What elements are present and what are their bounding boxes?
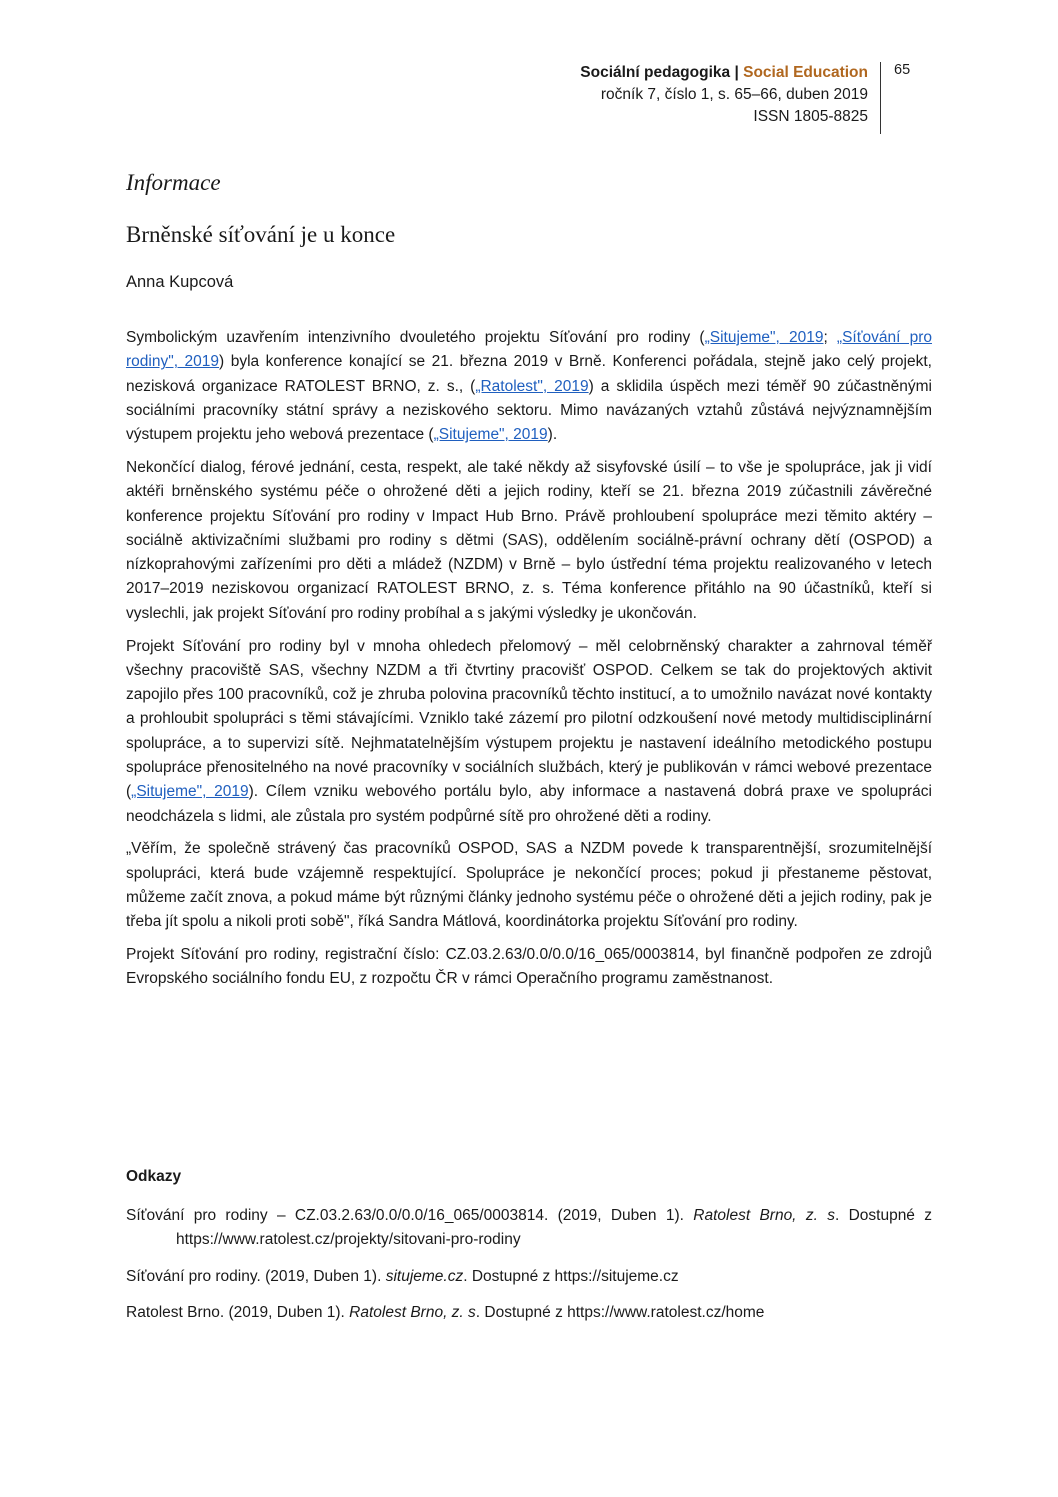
paragraph-4: „Věřím, že společně strávený čas pracovníků OSPOD, SAS a NZDM povede k transparentnější, srozumitelnější spolupráci, která bude vzájemně respektující. Spolupráce je nekončící proces; pokud ji přestaneme pěstovat, můžeme začít znova, a pokud máme být různými články jednoho systému péče o ohrožené děti a jejich rodiny, pak je třeba jít spolu a nikoli proti sobě", říká Sandra Mátlová, koordinátorka projektu Síťování pro rodiny.: [126, 840, 932, 931]
reference-text: Síťování pro rodiny. (2019, Duben 1).: [126, 1267, 386, 1285]
journal-title-line: [580, 62, 868, 84]
journal-header: [580, 62, 868, 128]
reference-source: Ratolest Brno, z. s: [693, 1207, 835, 1224]
text-segment: ).: [547, 426, 558, 444]
citation-link[interactable]: „Situjeme", 2019: [704, 329, 824, 346]
reference-entry: [126, 1301, 932, 1325]
paragraph-1: [126, 326, 932, 447]
journal-name-en: Social Education: [743, 64, 868, 81]
reference-text: . Dostupné z https://www.ratolest.cz/home: [475, 1303, 765, 1321]
paragraph-3: [126, 635, 932, 829]
text-segment: ) a sklidila úspěch mezi téměř 90 zúčastněnými sociálními pracovníky státní správy a neziskového sektoru. Mimo navázaných vztahů zůstává nejvýznamnějším výstupem projektu jeho webová prezentace (: [126, 377, 932, 444]
citation-link[interactable]: „Situjeme", 2019: [131, 783, 249, 801]
article-title: Brněnské síťování je u konce: [126, 222, 396, 247]
author: Anna Kupcová: [126, 273, 234, 291]
reference-text: Ratolest Brno. (2019, Duben 1).: [126, 1303, 350, 1321]
reference-text: . Dostupné z https://www.ratolest.cz/projekty/sitovani-pro-rodiny: [176, 1207, 933, 1249]
text-segment: ;: [823, 329, 837, 346]
reference-text: . Dostupné z https://situjeme.cz: [463, 1267, 679, 1285]
text-segment: Symbolickým uzavřením intenzivního dvouletého projektu Síťování pro rodiny (: [126, 329, 705, 346]
references-list: [126, 1204, 932, 1337]
reference-entry: [126, 1204, 932, 1253]
reference-entry: [126, 1265, 932, 1289]
text-segment: ) byla konference konající se 21. března 2019 v Brně. Konferenci pořádala, stejně jako celý projekt, nezisková organizace RATOLEST BRNO, z. s., (: [126, 353, 932, 395]
citation-link[interactable]: „Situjeme", 2019: [433, 426, 548, 444]
references-heading: Odkazy: [126, 1168, 182, 1185]
reference-text: Síťování pro rodiny – CZ.03.2.63/0.0/0.0/16_065/0003814. (2019, Duben 1).: [126, 1207, 694, 1224]
reference-source: situjeme.cz: [385, 1267, 464, 1285]
paragraph-2: Nekončící dialog, férové jednání, cesta, respekt, ale také někdy až sisyfovské úsilí – to vše je spolupráce, jak ji vidí aktéři brněnského systému péče o ohrožené děti a jejich rodiny, kteří se 21. března 2019 zúčastnili závěrečné konference projektu Síťování pro rodiny v Impact Hub Brno. Právě prohloubení spolupráce mezi těmito aktéry – sociálně aktivizačními službami pro rodiny s dětmi (SAS), oddělením sociálně-právní ochrany dětí (OSPOD) a nízkoprahovými zařízeními pro děti a mládež (NZDM) v Brně – bylo ústřední téma projektu realizovaného v letech 2017–2019 neziskovou organizací RATOLEST BRNO, z. s. Téma konference přitáhlo na 90 účastníků, kteří si vyslechli, jak projekt Síťování pro rodiny probíhal a s jakými výsledky je ukončován.: [126, 458, 932, 622]
issue-info: ročník 7, číslo 1, s. 65–66, duben 2019: [600, 86, 868, 103]
text-segment: ). Cílem vzniku webového portálu bylo, aby informace a nastavená dobrá praxe ve spolupráci neodcházela s lidmi, ale zůstala pro systém podpůrné sítě pro ohrožené děti a rodiny.: [126, 783, 932, 825]
journal-separator: |: [734, 64, 739, 81]
article-body: [126, 326, 932, 1000]
header-divider: [880, 62, 881, 134]
text-segment: Projekt Síťování pro rodiny byl v mnoha ohledech přelomový – měl celobrněnský charakter a zahrnoval téměř všechny pracoviště SAS, všechny NZDM a tři čtvrtiny pracovišť OSPOD. Celkem se tak do projektových aktivit zapojilo přes 100 pracovníků, což je zhruba polovina pracovníků těchto institucí, a to umožnilo navázat nové kontakty a prohloubit spolupráci s těmi stávajícími. Vzniklo také zázemí pro pilotní odzkoušení nové metody multidisciplinární spolupráce, a to supervizi sítě. Nejhmatatelnějším výstupem projektu je nastavení ideálního metodického postupu spolupráce přenositelného na nové pracovníky v sociálních službách, který je publikován v rámci webové prezentace (: [126, 637, 932, 801]
citation-link[interactable]: „Síťování pro rodiny", 2019: [126, 329, 932, 371]
citation-link[interactable]: „Ratolest", 2019: [475, 377, 589, 395]
reference-source: Ratolest Brno, z. s: [349, 1303, 476, 1321]
journal-name-cs: Sociální pedagogika: [580, 64, 731, 81]
page-number: 65: [894, 62, 911, 78]
paragraph-5: Projekt Síťování pro rodiny, registrační číslo: CZ.03.2.63/0.0/0.0/16_065/0003814, byl finančně podpořen ze zdrojů Evropského sociálního fondu EU, z rozpočtu ČR v rámci Operačního programu zaměstnanost.: [126, 946, 932, 988]
section-label: Informace: [126, 170, 221, 195]
issn: ISSN 1805-8825: [753, 108, 868, 125]
